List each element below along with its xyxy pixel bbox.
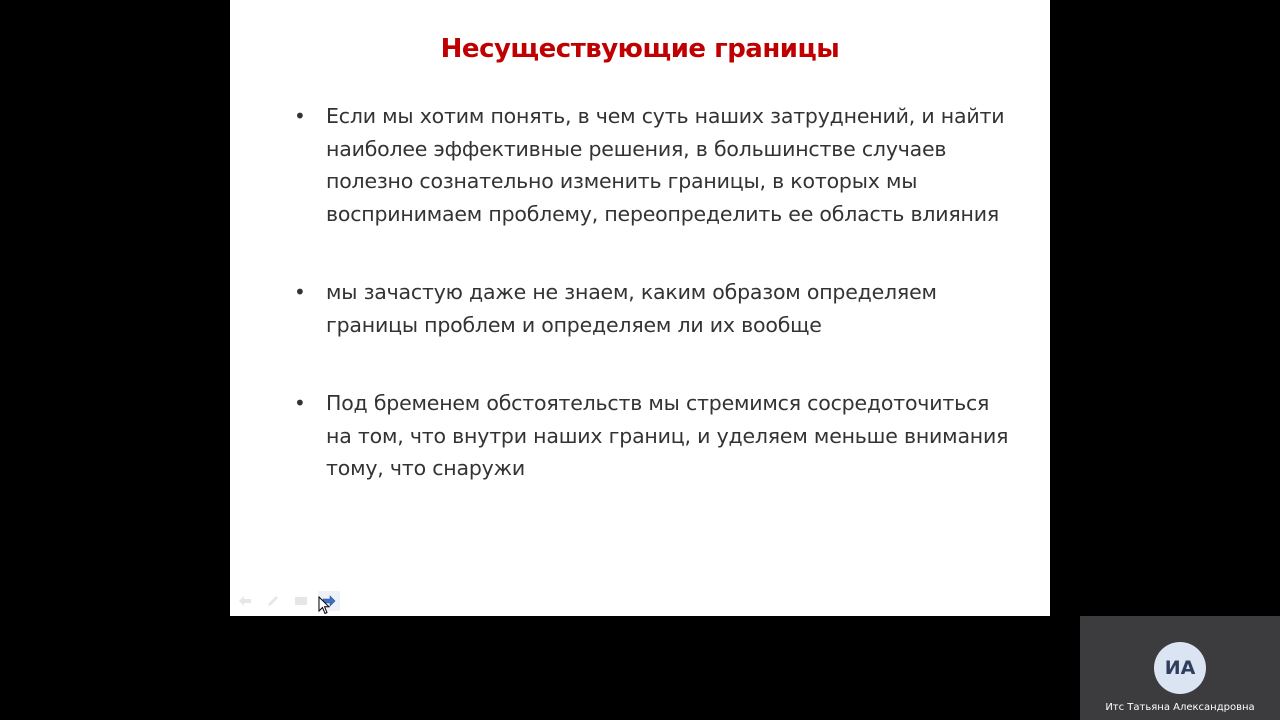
bullet-text: Если мы хотим понять, в чем суть наших затруднений, и найти наиболее эффективные решения, в большинстве случаев полезно сознательно изменить границы, в которых мы воспринимаем проблему, переопределить ее область влияния (326, 104, 1005, 226)
bullet-list (292, 100, 1012, 485)
presentation-slide (230, 0, 1050, 616)
bullet-item (292, 276, 1012, 341)
participant-tile[interactable] (1080, 616, 1280, 720)
participant-name: Итс Татьяна Александровна (1105, 702, 1255, 713)
slide-title: Несуществующие границы (440, 34, 840, 64)
avatar: ИА (1154, 642, 1206, 694)
bullet-dot: • (294, 280, 306, 304)
previous-slide-button[interactable] (234, 591, 256, 611)
bullet-text: Под бременем обстоятельств мы стремимся сосредоточиться на том, что внутри наших границ, и уделяем меньше внимания тому, что снаружи (326, 391, 1009, 480)
arrow-back-icon (237, 594, 253, 608)
bullet-text: мы зачастую даже не знаем, каким образом определяем границы проблем и определяем ли их вообще (326, 280, 937, 337)
menu-icon (293, 594, 309, 608)
bullet-dot: • (294, 104, 306, 128)
bullet-dot: • (294, 391, 306, 415)
slide-menu-button[interactable] (290, 591, 312, 611)
bullet-item (292, 100, 1012, 230)
pen-tool-button[interactable] (262, 591, 284, 611)
bullet-item (292, 387, 1012, 485)
mouse-cursor-icon (318, 596, 330, 616)
pen-icon (265, 594, 281, 608)
